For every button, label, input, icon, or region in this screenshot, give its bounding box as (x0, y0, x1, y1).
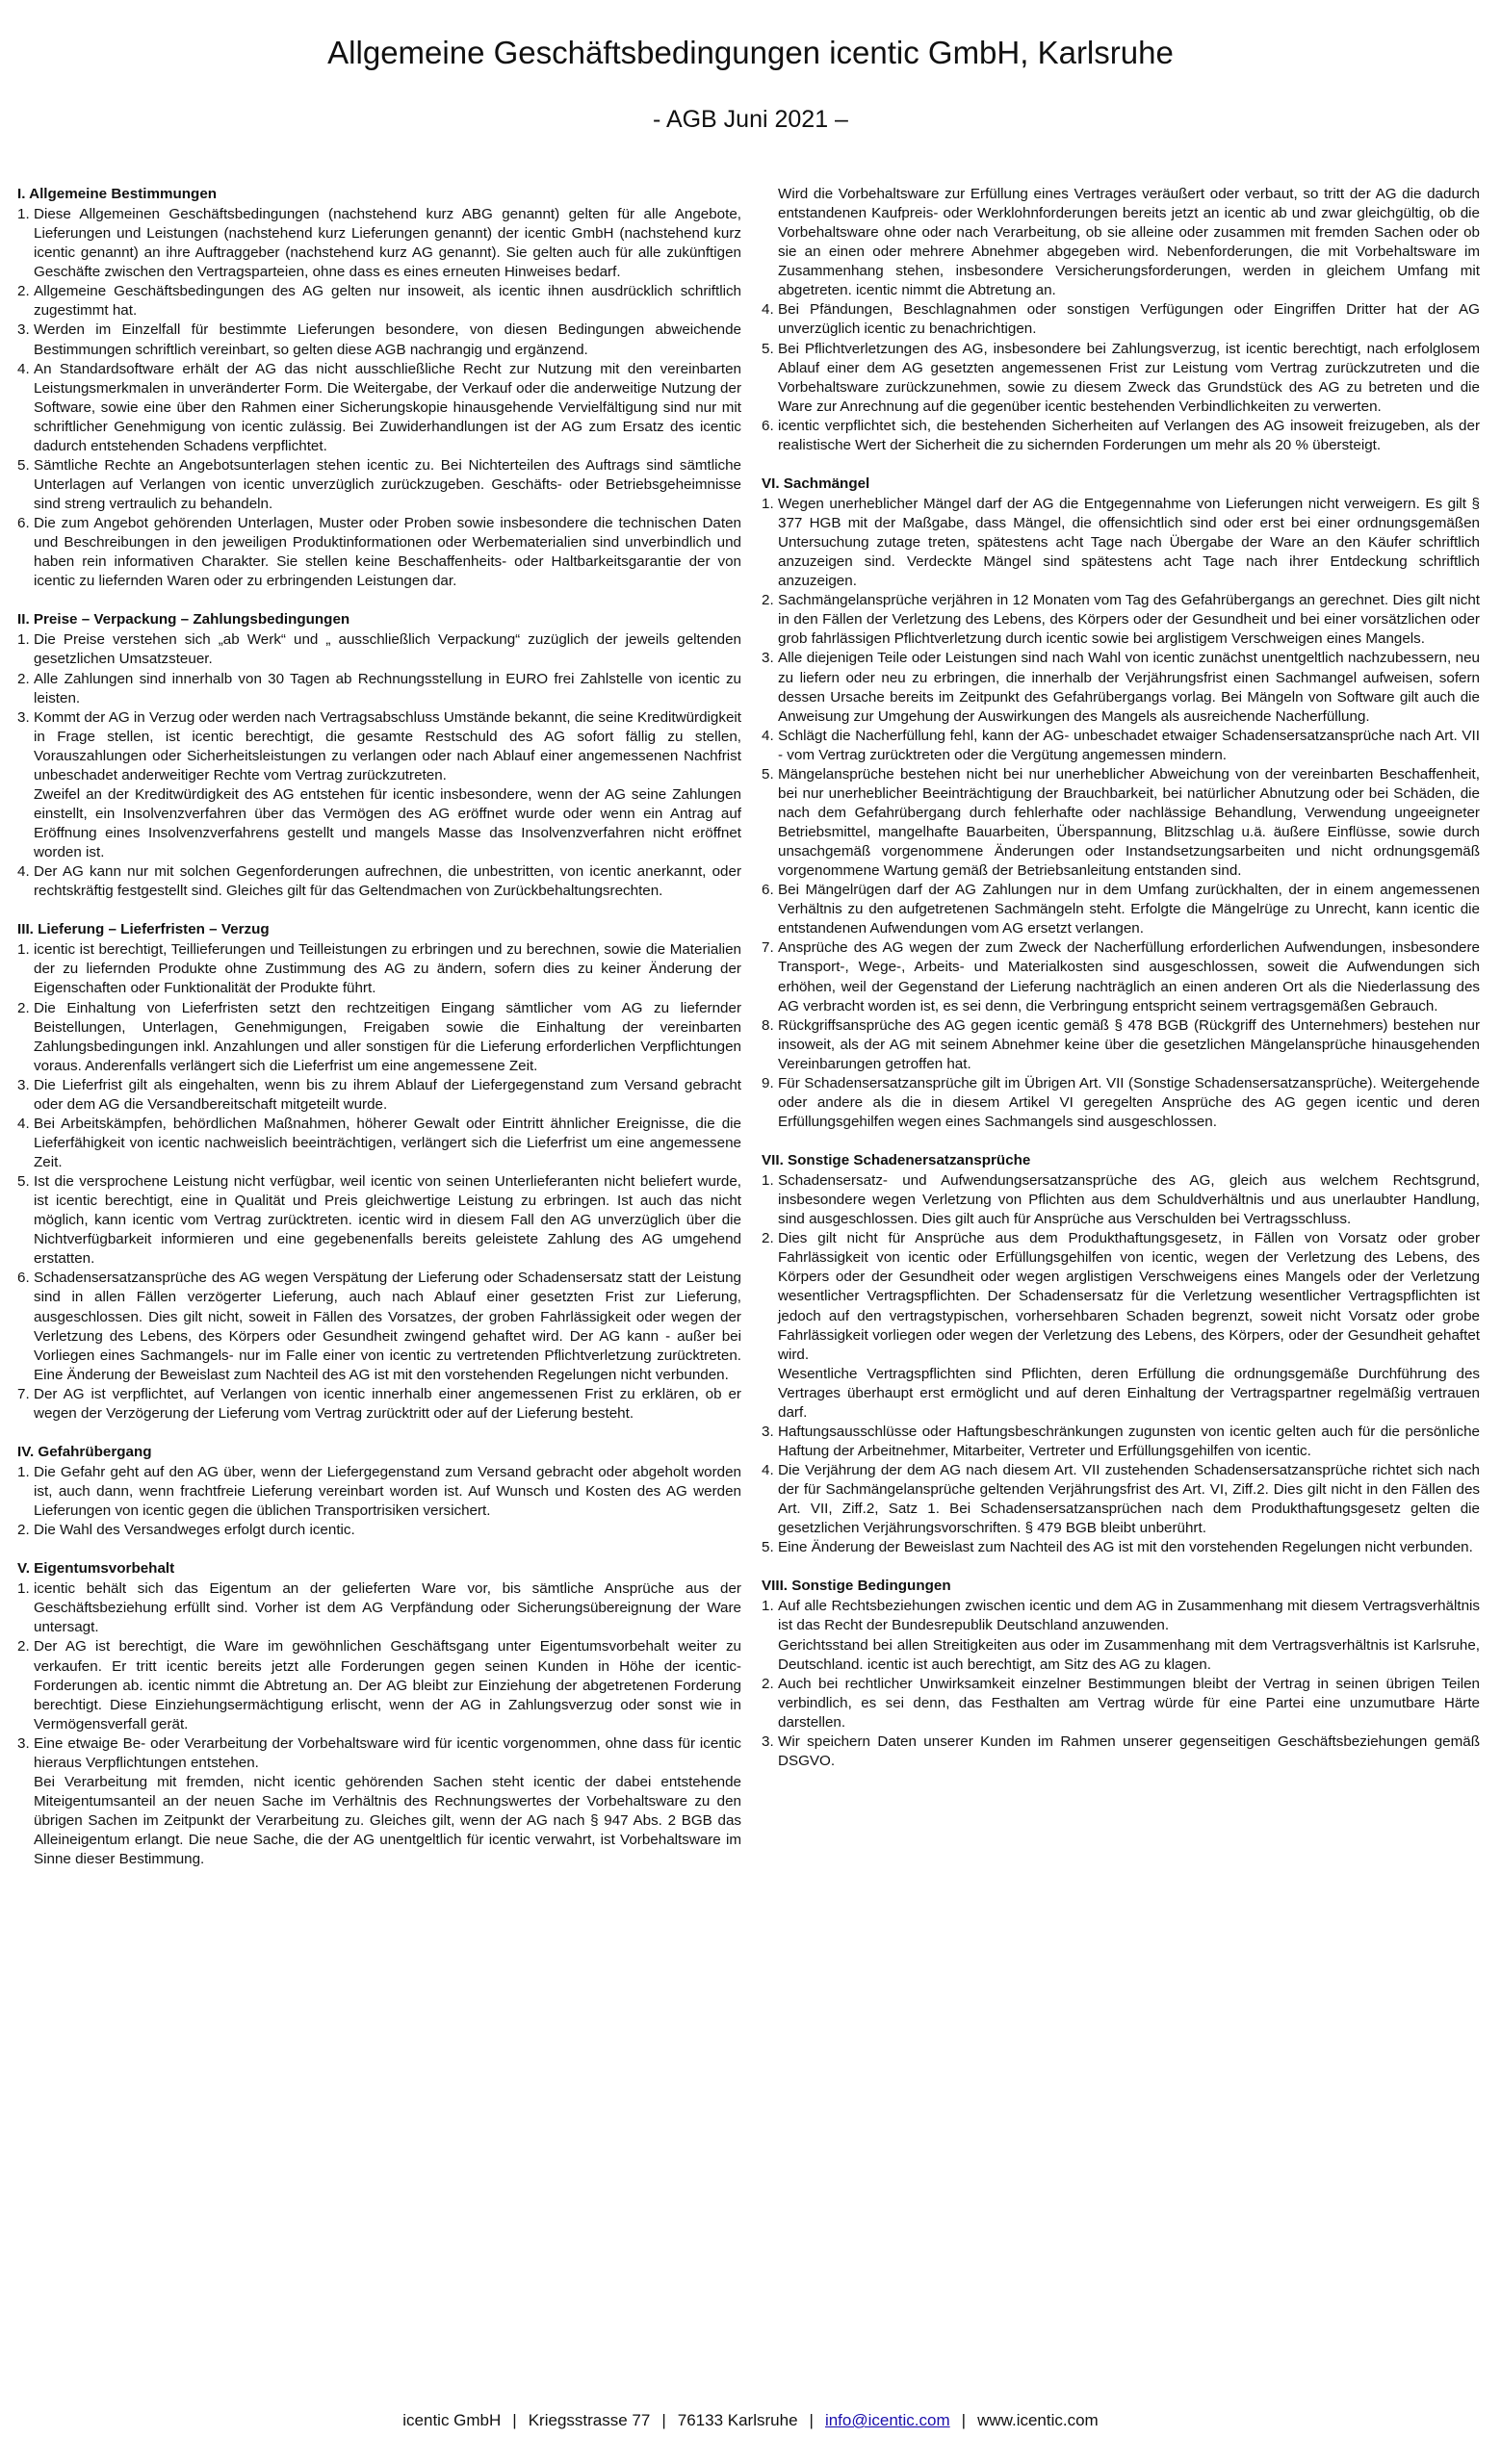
section-heading: I. Allgemeine Bestimmungen (17, 186, 218, 202)
page-subtitle: - AGB Juni 2021 – (653, 106, 848, 133)
item-paragraph: Bei Pfändungen, Beschlagnahmen oder sonstigen Verfügungen oder Eingriffen Dritter hat der AG unverzüglich icentic zu benachrichtigen. (778, 301, 1480, 338)
list-item (762, 1171, 1480, 1229)
list-item (762, 340, 1480, 417)
list-item (17, 670, 741, 708)
item-number: 3. (762, 1732, 774, 1750)
item-number: 5. (762, 765, 774, 783)
item-number: 1. (762, 1172, 774, 1190)
item-number: 8. (762, 1016, 774, 1034)
list-item (762, 495, 1480, 591)
item-paragraph: Wir speichern Daten unserer Kunden im Rahmen unserer gegenseitigen Geschäftsbeziehungen gemäß DSGVO. (778, 1732, 1480, 1769)
item-number: 2. (17, 670, 30, 687)
item-paragraph: Die zum Angebot gehörenden Unterlagen, Muster oder Proben sowie insbesondere die technischen Daten und Beschreibungen in den jeweiligen Produktinformationen oder Werbematerialien sind unverbindlich und haben rein informativen Charakter. Sie stellen keine Beschaffenheits- oder Haltbarkeitsgarantie der von icentic zu liefernden Waren oder zu erbringenden Leistungen dar. (34, 515, 741, 590)
section-heading: IV. Gefahrübergang (17, 1443, 152, 1460)
item-number: 4. (17, 360, 30, 377)
item-number: 1. (17, 1580, 30, 1598)
item-paragraph: Eine Änderung der Beweislast zum Nachteil des AG ist mit den vorstehenden Regelungen nicht verbunden. (778, 1539, 1473, 1556)
item-paragraph: Sämtliche Rechte an Angebotsunterlagen stehen icentic zu. Bei Nichterteilen des Auftrags sind sämtliche Unterlagen auf Verlangen von icentic unverzüglich zurückzugeben. Geschäfts- oder Betriebsgeheimnisse sind streng vertraulich zu behandeln. (34, 456, 741, 512)
footer-web: www.icentic.com (977, 2411, 1099, 2429)
item-paragraph: Alle diejenigen Teile oder Leistungen sind nach Wahl von icentic zunächst unentgeltlich nachzubessern, neu zu liefern oder neu zu erbringen, die innerhalb der Verjährungsfrist einen Sachmangel aufweisen, sofern dessen Ursache bereits im Zeitpunkt des Gefahrübergangs vorlag. Bei Mängeln von Software gilt auch die Anweisung zur Umgehung der Auswirkungen des Mangels als ausreichende Nacherfüllung. (778, 650, 1480, 725)
list-item (17, 999, 741, 1076)
list-item (762, 1016, 1480, 1074)
list-item (17, 1521, 741, 1540)
item-number: 2. (762, 592, 774, 609)
list-item (762, 1074, 1480, 1132)
item-paragraph: icentic verpflichtet sich, die bestehenden Sicherheiten auf Verlangen des AG insoweit freizugeben, als der realistische Wert der Sicherheit die zu sichernden Forderungen um mehr als 20 % übersteigt. (778, 417, 1480, 453)
list-item (17, 708, 741, 863)
item-paragraph: Alle Zahlungen sind innerhalb von 30 Tagen ab Rechnungsstellung in EURO frei Zahlstelle von icentic zu leisten. (34, 670, 741, 706)
section (17, 1559, 741, 1869)
item-paragraph: Schadensersatz- und Aufwendungsersatzansprüche des AG, gleich aus welchem Rechtsgrund, insbesondere wegen Verletzung von Pflichten aus dem Schuldverhältnis und aus unerlaubter Handlung, sind ausgeschlossen. Dies gilt auch für Ansprüche aus Verschulden bei Vertragsschluss. (778, 1172, 1480, 1228)
section-list (17, 940, 741, 1424)
item-paragraph: Gerichtsstand bei allen Streitigkeiten aus oder im Zusammenhang mit dem Vertragsverhältnis ist Karlsruhe, Deutschland. icentic ist auch berechtigt, am Sitz des AG zu klagen. (778, 1636, 1480, 1673)
item-number: 1. (762, 495, 774, 512)
list-item (762, 300, 1480, 339)
right-column (762, 185, 1480, 1790)
item-paragraph: Allgemeine Geschäftsbedingungen des AG gelten nur insoweit, als icentic ihnen ausdrücklich schriftlich zugestimmt hat. (34, 283, 741, 320)
item-number: 6. (762, 417, 774, 434)
item-paragraph: Die Gefahr geht auf den AG über, wenn der Liefergegenstand zum Versand gebracht oder abgeholt worden ist, auch dann, wenn frachtfreie Lieferung vereinbart worden ist. Auf Wunsch und Kosten des AG werden Lieferungen von icentic gegen die üblichen Transportrisiken versichert. (34, 1463, 741, 1520)
section-list (762, 1597, 1480, 1771)
item-paragraph: Die Verjährung der dem AG nach diesem Art. VII zustehenden Schadensersatzansprüche richtet sich nach der für Sachmängelansprüche geltenden Verjährungsfrist des Art. VI, Ziff.2. Dies gilt nicht in den Fällen des Art. VII, Ziff.2, Satz 1. Bei Schadensersatzansprüchen nach dem Produkthaftungsgesetz gelten die gesetzlichen Verjährungsvorschriften. § 479 BGB bleibt unberührt. (778, 1462, 1480, 1537)
item-number: 1. (17, 631, 30, 649)
section (762, 1577, 1480, 1771)
section-heading: II. Preise – Verpackung – Zahlungsbedingungen (17, 611, 350, 629)
list-item (17, 1115, 741, 1172)
item-number: 6. (762, 882, 774, 899)
item-paragraph: Haftungsausschlüsse oder Haftungsbeschränkungen zugunsten von icentic gelten auch für die persönliche Haftung der Arbeitnehmer, Mitarbeiter, Vertreter und Erfüllungsgehilfen von icentic. (778, 1423, 1480, 1459)
list-item (17, 1269, 741, 1384)
item-number: 4. (17, 1115, 30, 1132)
item-number: 4. (762, 1462, 774, 1478)
item-paragraph: Auf alle Rechtsbeziehungen zwischen icentic und dem AG in Zusammenhang mit diesem Vertragsverhältnis ist das Recht der Bundesrepublik Deutschland anzuwenden. (778, 1598, 1480, 1634)
section-list (17, 1579, 741, 1869)
item-paragraph: Schadensersatzansprüche des AG wegen Verspätung der Lieferung oder Schadensersatz statt der Leistung sind in allen Fällen verzögerter Lieferung, auch nach Ablauf einer gesetzten Frist zur Lieferung, ausgeschlossen. Dies gilt nicht, soweit in Fällen des Vorsatzes, der groben Fahrlässigkeit oder wegen der Verletzung des Lebens, des Körpers oder Gesundheit zwingend gehaftet wird. Der AG kann - außer bei Vorliegen eines Sachmangels- nur im Falle einer von icentic zu vertretenden Pflichtverletzung zurücktreten. Eine Änderung der Beweislast zum Nachteil des AG ist mit den vorstehenden Regelungen nicht verbunden. (34, 1270, 741, 1383)
list-item (17, 282, 741, 321)
list-item (17, 862, 741, 901)
item-number: 2. (17, 1638, 30, 1656)
item-number: 5. (762, 340, 774, 357)
footer-street: Kriegsstrasse 77 (528, 2411, 651, 2429)
section (17, 920, 741, 1424)
list-item (762, 1732, 1480, 1771)
section-list (762, 495, 1480, 1132)
section (17, 185, 741, 591)
item-number: 5. (17, 456, 30, 474)
item-paragraph: icentic ist berechtigt, Teillieferungen und Teilleistungen zu erbringen und zu berechnen, sowie die Materialien der zu liefernden Produkte ohne Zustimmung des AG zu ändern, sofern dies zu keiner Änderung der Eigenschaften oder Funktionalität der Produkte führt. (34, 941, 741, 997)
footer-separator: | (961, 2411, 967, 2429)
list-item (17, 321, 741, 359)
item-paragraph: Dies gilt nicht für Ansprüche aus dem Produkthaftungsgesetz, in Fällen von Vorsatz oder grober Fahrlässigkeit von icentic oder Erfüllungsgehilfen von icentic, wegen der Verletzung des Lebens, des Körpers oder der Gesundheit oder wegen arglistigen Verschweigens eines Mangels oder der Verletzung wesentlicher Vertragspflichten. Der Schadensersatz für die Verletzung wesentlicher Vertragspflichten ist jedoch auf den vertragstypischen, vorhersehbaren Schaden begrenzt, soweit nicht Vorsatz oder grobe Fahrlässigkeit vorliegen oder wegen der Verletzung des Lebens, des Körpers, oder der Gesundheit gehaftet wird. (778, 1230, 1480, 1363)
right-sections (762, 475, 1480, 1771)
item-number: 5. (17, 1173, 30, 1191)
section-heading: VII. Sonstige Schadenersatzansprüche (762, 1152, 1031, 1168)
item-number: 6. (17, 515, 30, 532)
continuation-list (762, 300, 1480, 455)
page-title: Allgemeine Geschäftsbedingungen icentic GmbH, Karlsruhe (327, 35, 1174, 70)
item-number: 3. (762, 650, 774, 667)
item-paragraph: Bei Mängelrügen darf der AG Zahlungen nur in dem Umfang zurückhalten, der in einem angemessenen Verhältnis zu den aufgetretenen Sachmängeln steht. Erfolgte die Mängelrüge zu Unrecht, kann icentic die entstandenen Aufwendungen vom AG ersetzt verlangen. (778, 882, 1480, 937)
item-paragraph: Eine etwaige Be- oder Verarbeitung der Vorbehaltsware wird für icentic vorgenommen, ohne dass für icentic hieraus Verpflichtungen entstehen. (34, 1734, 741, 1771)
footer-city: 76133 Karlsruhe (677, 2411, 798, 2429)
item-number: 5. (762, 1539, 774, 1556)
section-list (17, 1463, 741, 1540)
list-item (762, 881, 1480, 938)
list-item (762, 1423, 1480, 1461)
list-item (17, 1637, 741, 1733)
item-number: 4. (17, 863, 30, 881)
footer-separator: | (512, 2411, 517, 2429)
left-column (17, 185, 741, 1888)
item-paragraph: An Standardsoftware erhält der AG das nicht ausschließliche Recht zur Nutzung mit den vereinbarten Leistungsmerkmalen in unveränderter Form. Die Weitergabe, der Verkauf oder die anderweitige Nutzung der Software, sowie eine über den Rahmen einer Sicherungskopie hinausgehende Vervielfältigung sind nur mit schriftlicher Genehmigung von icentic zulässig. Bei Zuwiderhandlungen ist der AG zum Ersatz des icentic dadurch entstehenden Schadens verpflichtet. (34, 360, 741, 454)
item-paragraph: Die Wahl des Versandweges erfolgt durch icentic. (34, 1522, 355, 1539)
item-paragraph: Die Einhaltung von Lieferfristen setzt den rechtzeitigen Eingang sämtlicher vom AG zu liefernder Beistellungen, Unterlagen, Genehmigungen, Freigaben sowie die Einhaltung der vereinbarten Zahlungsbedingungen inkl. Anzahlungen und aller sonstigen für die Lieferung erforderlichen Verpflichtungen voraus. Anderenfalls verlängert sich die Lieferfrist um eine angemessene Zeit. (34, 999, 741, 1074)
list-item (762, 1675, 1480, 1732)
item-number: 2. (17, 1522, 30, 1539)
section (762, 1151, 1480, 1557)
item-number: 3. (762, 1423, 774, 1440)
section-list (17, 205, 741, 591)
list-item (17, 205, 741, 282)
section-heading: VIII. Sonstige Bedingungen (762, 1578, 951, 1595)
list-item (762, 417, 1480, 455)
item-number: 4. (762, 301, 774, 319)
section (17, 610, 741, 901)
item-number: 2. (17, 999, 30, 1016)
item-paragraph: Werden im Einzelfall für bestimmte Lieferungen besondere, von diesen Bedingungen abweichende Bestimmungen schriftlich vereinbart, so gelten diese AGB nachrangig und ergänzend. (34, 321, 741, 358)
item-number: 9. (762, 1074, 774, 1091)
list-item (762, 765, 1480, 881)
item-number: 3. (17, 708, 30, 726)
section-heading: III. Lieferung – Lieferfristen – Verzug (17, 921, 270, 938)
list-item (762, 649, 1480, 726)
item-number: 2. (762, 1675, 774, 1692)
item-number: 3. (17, 1734, 30, 1752)
item-number: 2. (762, 1230, 774, 1247)
item-paragraph: Rückgriffsansprüche des AG gegen icentic gemäß § 478 BGB (Rückgriff des Unternehmers) bestehen nur insoweit, als der AG mit seinem Abnehmer keine über die gesetzlichen Mängelansprüche hinausgehenden Vereinbarungen getroffen hat. (778, 1016, 1480, 1072)
item-number: 3. (17, 1076, 30, 1093)
item-number: 6. (17, 1270, 30, 1287)
item-paragraph: Die Preise verstehen sich „ab Werk“ und „ ausschließlich Verpackung“ zuzüglich der jeweils geltenden gesetzlichen Umsatzsteuer. (34, 631, 741, 668)
list-item (762, 727, 1480, 765)
item-paragraph: Schlägt die Nacherfüllung fehl, kann der AG- unbeschadet etwaiger Schadensersatzansprüche nach Art. VII - vom Vertrag zurücktreten oder die Vergütung angemessen mindern. (778, 727, 1480, 763)
item-paragraph: icentic behält sich das Eigentum an der gelieferten Ware vor, bis sämtliche Ansprüche aus der Geschäftsbeziehung erfüllt sind. Vorher ist dem AG Verpfändung oder Sicherungsübereignung der Ware untersagt. (34, 1580, 741, 1636)
item-paragraph: Sachmängelansprüche verjähren in 12 Monaten vom Tag des Gefahrübergangs an gerechnet. Dies gilt nicht in den Fällen der Verletzung des Lebens, des Körpers oder der Gesundheit und bei einer vorsätzlichen oder grob fahrlässigen Pflichtverletzung durch icentic sowie bei arglistigem Verschweigen eines Mangels. (778, 592, 1480, 648)
list-item (762, 591, 1480, 649)
item-paragraph: Mängelansprüche bestehen nicht bei nur unerheblicher Abweichung von der vereinbarten Beschaffenheit, bei nur unerheblicher Beeinträchtigung der Brauchbarkeit, bei natürlicher Abnutzung oder bei Schäden, die nach dem Gefahrübergang durch fehlerhafte oder nachlässige Behandlung, Verwendung ungeeigneter Betriebsmittel, mangelhafte Bauarbeiten, Überspannung, Blitzschlag u.ä. äußere Einflüsse, sowie durch unsachgemäß vorgenommene Änderungen oder Instandsetzungsarbeiten und nicht ordnungsgemäß vorgenommene Wartung gemäß der Betriebsanleitung entstanden sind. (778, 765, 1480, 880)
item-paragraph: Wesentliche Vertragspflichten sind Pflichten, deren Erfüllung die ordnungsgemäße Durchführung des Vertrages überhaupt erst ermöglicht und auf deren Einhaltung der Vertragspartner regelmäßig vertrauen darf. (778, 1365, 1480, 1421)
item-number: 4. (762, 727, 774, 744)
item-paragraph: Der AG kann nur mit solchen Gegenforderungen aufrechnen, die unbestritten, von icentic anerkannt, oder rechtskräftig festgestellt sind. Gleiches gilt für das Geltendmachen von Zurückbehaltungsrechten. (34, 863, 741, 900)
item-paragraph: Wegen unerheblicher Mängel darf der AG die Entgegennahme von Lieferungen nicht verweigern. Es gilt § 377 HGB mit der Maßgabe, dass Mängel, die offensichtlich sind oder erst bei einer ordnungsgemäßen Untersuchung zutage treten, spätestens acht Tage nach Übergabe der Ware an den Käufer schriftlich anzuzeigen sind. Verdeckte Mängel sind spätestens acht Tage nach ihrer Entdeckung schriftlich anzuzeigen. (778, 495, 1480, 590)
list-item (17, 1463, 741, 1521)
item-paragraph: Zweifel an der Kreditwürdigkeit des AG entstehen für icentic insbesondere, wenn der AG seine Zahlungen einstellt, ein Insolvenzverfahren über das Vermögen des AG eröffnet wurde oder wenn ein Antrag auf Eröffnung eines Insolvenzverfahrens gestellt und mangels Masse das Insolvenzverfahren nicht eröffnet worden ist. (34, 785, 741, 861)
item-paragraph: Auch bei rechtlicher Unwirksamkeit einzelner Bestimmungen bleibt der Vertrag in seinen übrigen Teilen verbindlich, es sei denn, das Festhalten am Vertrag würde für eine Partei eine unzumutbare Härte darstellen. (778, 1675, 1480, 1731)
item-paragraph: Ist die versprochene Leistung nicht verfügbar, weil icentic von seinen Unterlieferanten nicht beliefert wurde, ist icentic berechtigt, eine in Qualität und Preis gleichwertige Leistung zu erbringen. Ist auch das nicht möglich, kann icentic vom Vertrag zurücktreten. icentic wird in diesem Fall den AG unverzüglich über die Nichtverfügbarkeit informieren und eine gegebenenfalls bereits geleistete Zahlung des AG umgehend erstatten. (34, 1173, 741, 1268)
item-paragraph: Diese Allgemeinen Geschäftsbedingungen (nachstehend kurz ABG genannt) gelten für alle Angebote, Lieferungen und Leistungen (nachstehend kurz Lieferungen genannt) der icentic GmbH (nachstehend kurz icentic genannt) an ihre Auftraggeber (nachstehend kurz AG genannt). Sie gelten auch für alle zukünftigen Geschäfte zwischen den Vertragsparteien, ohne dass es eines erneuten Hinweises bedarf. (34, 206, 741, 281)
list-item (17, 514, 741, 591)
list-item (17, 1076, 741, 1115)
item-paragraph: Der AG ist verpflichtet, auf Verlangen von icentic innerhalb einer angemessenen Frist zu erklären, ob er wegen der Verzögerung der Lieferung vom Vertrag zurücktritt oder auf der Lieferung besteht. (34, 1385, 741, 1422)
item-paragraph: Die Lieferfrist gilt als eingehalten, wenn bis zu ihrem Ablauf der Liefergegenstand zum Versand gebracht oder dem AG die Versandbereitschaft mitgeteilt wurde. (34, 1076, 741, 1113)
item-number: 1. (762, 1598, 774, 1615)
item-number: 1. (17, 1463, 30, 1480)
item-number: 7. (17, 1385, 30, 1402)
section-list (762, 1171, 1480, 1557)
list-item (17, 940, 741, 998)
continuation-paragraph: Wird die Vorbehaltsware zur Erfüllung eines Vertrages veräußert oder verbaut, so tritt der AG die dadurch entstandenen Kaufpreis- oder Werklohnforderungen bereits jetzt an icentic ab und zwar gleichgültig, ob die Vorbehaltsware ohne oder nach Verarbeitung, ob sie alleine oder zusammen mit fremden Sachen oder ob sie an einen oder mehrere Abnehmer abgegeben wird. Nebenforderungen, die mit Vorbehaltsware im Zusammenhang stehen, insbesondere Versicherungsforderungen, werden in gleichem Umfang mit abgetreten. icentic nimmt die Abtretung an. (778, 186, 1480, 299)
section-heading: VI. Sachmängel (762, 475, 870, 492)
page-footer (0, 2411, 1501, 2430)
item-paragraph: Bei Verarbeitung mit fremden, nicht icentic gehörenden Sachen steht icentic der dabei entstehende Miteigentumsanteil an der neuen Sache im Verhältnis des Rechnungswertes der Vorbehaltsware zu den übrigen Sachen im Zeitpunkt der Verarbeitung zu. Gleiches gilt, wenn der AG nach § 947 Abs. 2 BGB das Alleineigentum erlangt. Die neue Sache, die der AG unentgeltlich für icentic verwahrt, ist Vorbehaltsware im Sinne dieser Bestimmung. (34, 1773, 741, 1868)
section-heading: V. Eigentumsvorbehalt (17, 1560, 175, 1578)
list-item (762, 1229, 1480, 1423)
item-number: 7. (762, 939, 774, 957)
footer-separator: | (661, 2411, 666, 2429)
item-number: 2. (17, 283, 30, 300)
item-paragraph: Für Schadensersatzansprüche gilt im Übrigen Art. VII (Sonstige Schadensersatzansprüche). Weitergehende oder andere als die in diesem Artikel VI geregelten Ansprüche des AG gegen icentic und deren Erfüllungsgehilfen wegen eines Sachmangels sind ausgeschlossen. (778, 1074, 1480, 1130)
list-item (17, 1172, 741, 1269)
list-item (762, 1538, 1480, 1557)
footer-email-link[interactable]: info@icentic.com (824, 2411, 950, 2429)
list-item (17, 1385, 741, 1424)
list-item (762, 938, 1480, 1015)
section (762, 475, 1480, 1132)
item-paragraph: Bei Arbeitskämpfen, behördlichen Maßnahmen, höherer Gewalt oder Eintritt ähnlicher Ereignisse, die die Lieferfähigkeit von icentic nachweislich beeinträchtigen, verlängert sich die Lieferfrist um eine angemessene Zeit. (34, 1115, 741, 1170)
footer-company: icentic GmbH (402, 2411, 502, 2429)
list-item (17, 360, 741, 456)
item-paragraph: Kommt der AG in Verzug oder werden nach Vertragsabschluss Umstände bekannt, die seine Kreditwürdigkeit in Frage stellen, ist icentic berechtigt, die gesamte Restschuld des AG sofort fällig zu stellen, Vorauszahlungen oder Sicherheitsleistungen zu verlangen oder nach Ablauf einer angemessenen Nachfrist unbeschadet anderweitiger Rechte vom Vertrag zurückzutreten. (34, 708, 741, 783)
list-item (17, 1734, 741, 1869)
footer-separator: | (809, 2411, 814, 2429)
list-item (17, 630, 741, 669)
item-paragraph: Der AG ist berechtigt, die Ware im gewöhnlichen Geschäftsgang unter Eigentumsvorbehalt weiter zu verkaufen. Er tritt icentic bereits jetzt alle Forderungen gegen seinen Kunden in Höhe der icentic- Forderungen ab. icentic nimmt die Abtretung an. Der AG bleibt zur Einziehung der abgetretenen Forderung berechtigt. Diese Einziehungsermächtigung erlischt, wenn der AG in Zahlungsverzug oder sonst wie in Vermögensverfall gerät. (34, 1638, 741, 1732)
item-number: 1. (17, 941, 30, 959)
section-list (17, 630, 741, 901)
list-item (17, 456, 741, 514)
list-item (762, 1597, 1480, 1674)
list-item (17, 1579, 741, 1637)
item-number: 3. (17, 321, 30, 339)
item-paragraph: Ansprüche des AG wegen der zum Zweck der Nacherfüllung erforderlichen Aufwendungen, insbesondere Transport-, Wege-, Arbeits- und Materialkosten sind ausgeschlossen, soweit die Aufwendungen sich erhöhen, weil der Gegenstand der Lieferung nachträglich an einen anderen Ort als die Niederlassung des AG verbracht worden ist, es sei denn, die Verbringung entspricht seinem vertragsgemäßen Gebrauch. (778, 939, 1480, 1014)
list-item (762, 1461, 1480, 1538)
item-number: 1. (17, 206, 30, 223)
section (17, 1443, 741, 1540)
item-paragraph: Bei Pflichtverletzungen des AG, insbesondere bei Zahlungsverzug, ist icentic berechtigt, nach erfolglosem Ablauf einer dem AG gesetzten angemessenen Frist zur Leistung vom Vertrag zurückzutreten und die Vorbehaltsware zurückzunehmen, sowie zu diesem Zweck das Grundstück des AG zu betreten und die Ware zur Anrechnung auf die gegenüber icentic bestehenden Verbindlichkeiten zu verwerten. (778, 340, 1480, 415)
